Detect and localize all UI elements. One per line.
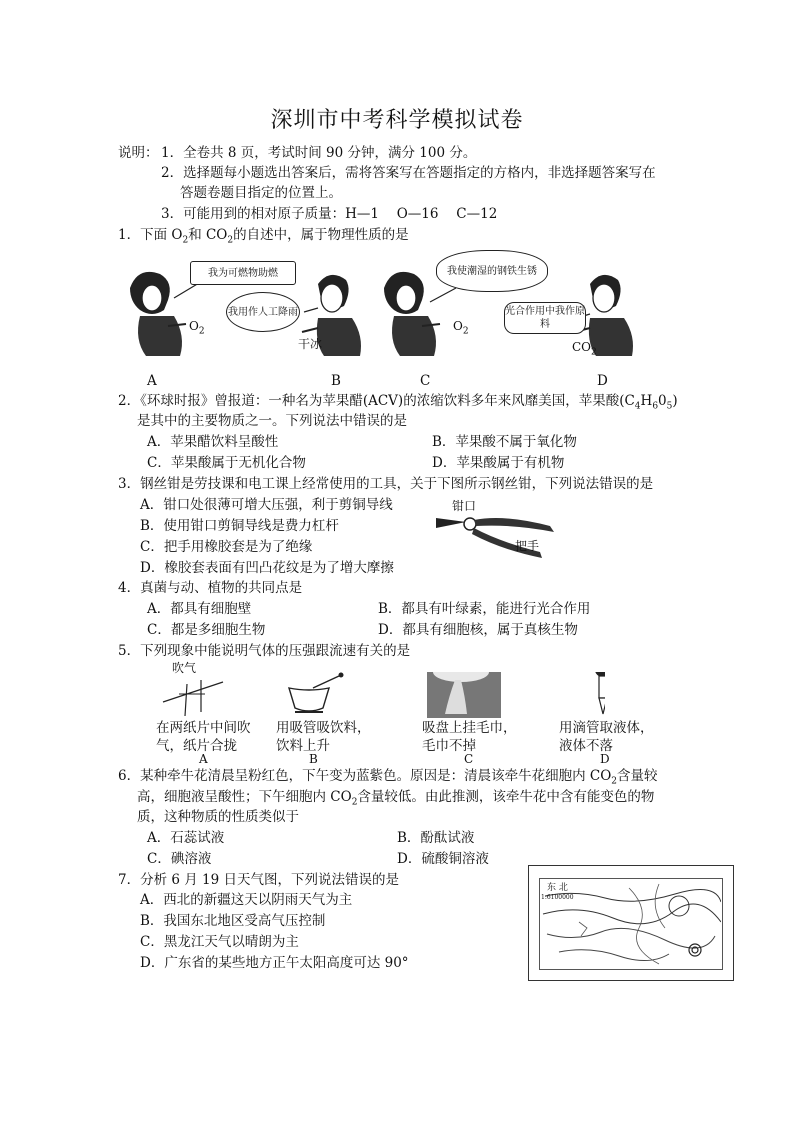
q2-stem-2: 是其中的主要物质之一。下列说法中错误的是 — [137, 413, 407, 429]
label-o2-a: $O_2$ — [189, 319, 205, 337]
label-co2: $CO_2$ — [572, 340, 597, 358]
q5-option-c: C — [464, 752, 474, 766]
label-handle: 把手 — [515, 539, 540, 553]
map-scale: 1:6100000 — [541, 894, 574, 901]
bubble-a: 我为可燃物助燃 — [190, 261, 296, 285]
suction-cup-figure — [427, 672, 501, 718]
q2-option-c: C．苹果酸属于无机化合物 — [147, 455, 306, 471]
q5-option-a: A — [199, 752, 208, 766]
q1-stem: 1．下面 $O_2$和 $CO_2$的自述中，属于物理性质的是 — [118, 227, 409, 246]
q2-option-b: B．苹果酸不属于氧化物 — [432, 434, 577, 450]
q1-option-a: A — [147, 373, 157, 389]
q7-option-a: A．西北的新疆这天以阴雨天气为主 — [140, 892, 353, 908]
girl-c-figure — [384, 272, 440, 356]
q6-stem-1: 6．某种牵牛花清晨呈粉红色，下午变为蓝紫色。原因是：清晨该牵牛花细胞内 $CO_2$含量较 — [118, 768, 658, 787]
q6-option-d: D．硫酸铜溶液 — [397, 851, 489, 867]
q3-stem: 3．钢丝钳是劳技课和电工课上经常使用的工具，关于下图所示钢丝钳，下列说法错误的是 — [118, 476, 654, 492]
weather-map-frame — [528, 865, 734, 981]
cup-straw-figure — [289, 673, 344, 713]
page-title: 深圳市中考科学模拟试卷 — [270, 108, 524, 133]
note-1: 1．全卷共 8 页，考试时间 90 分钟，满分 100 分。 — [161, 145, 477, 161]
note-2a: 2．选择题每小题选出答案后，需将答案写在答题指定的方格内，非选择题答案写在 — [161, 165, 656, 181]
q4-option-c: C．都是多细胞生物 — [147, 622, 266, 638]
notes-label: 说明： — [118, 145, 159, 161]
q2-option-a: A．苹果醋饮料呈酸性 — [147, 434, 279, 450]
q3-option-a: A．钳口处很薄可增大压强，利于剪铜导线 — [140, 497, 393, 513]
q5-b-line1: 用吸管吸饮料， — [276, 720, 371, 736]
q6-option-a: A．石蕊试液 — [147, 830, 225, 846]
q7-stem: 7．分析 6 月 19 日天气图，下列说法错误的是 — [118, 872, 400, 888]
q3-option-b: B．使用钳口剪铜导线是费力杠杆 — [140, 518, 339, 534]
label-o2-c: $O_2$ — [453, 319, 469, 337]
paper-strips-figure — [163, 680, 223, 716]
q6-stem-3: 质，这种物质的性质类似于 — [137, 809, 299, 825]
q1-option-d: D — [597, 373, 608, 389]
map-label: 东 北 — [547, 883, 568, 893]
q1-option-b: B — [331, 373, 341, 389]
q4-option-b: B．都具有叶绿素，能进行光合作用 — [378, 601, 591, 617]
q5-d-line1: 用滴管取液体， — [559, 720, 654, 736]
q2-stem-1: 2．《环球时报》曾报道：一种名为苹果醋(ACV)的浓缩饮料多年来风靡美国，苹果酸$(C_4H_60_5)$ — [118, 393, 678, 412]
label-blow: 吹气 — [172, 661, 197, 675]
note-3: 3．可能用到的相对原子质量：H—1 O—16 C—12 — [161, 206, 498, 222]
dropper-figure — [595, 672, 605, 714]
q3-option-c: C．把手用橡胶套是为了绝缘 — [140, 539, 313, 555]
q5-option-b: B — [309, 752, 318, 766]
bubble-d: 光合作用中我作原料 — [504, 302, 586, 334]
q5-illustrations — [155, 672, 605, 720]
q3-option-d: D．橡胶套表面有凹凸花纹是为了增大摩擦 — [140, 560, 394, 576]
q4-stem: 4．真菌与动、植物的共同点是 — [118, 580, 303, 596]
q7-option-b: B．我国东北地区受高气压控制 — [140, 913, 326, 929]
q5-b-line2: 饮料上升 — [276, 738, 330, 754]
q4-option-d: D．都具有细胞核，属于真核生物 — [378, 622, 578, 638]
bubble-b: 我用作人工降雨 — [226, 292, 300, 332]
note-2b: 答题卷题目指定的位置上。 — [180, 185, 342, 201]
q6-option-b: B．酚酞试液 — [397, 830, 475, 846]
bubble-c: 我使潮湿的钢铁生锈 — [436, 250, 548, 292]
q5-a-line2: 气，纸片合拢 — [156, 738, 237, 754]
q4-option-a: A．都具有细胞壁 — [147, 601, 252, 617]
girl-a-figure — [130, 272, 186, 356]
q5-d-line2: 液体不落 — [559, 738, 613, 754]
q5-stem: 5．下列现象中能说明气体的压强跟流速有关的是 — [118, 643, 411, 659]
q5-a-line1: 在两纸片中间吹 — [156, 720, 251, 736]
q6-option-c: C．碘溶液 — [147, 851, 212, 867]
q7-option-c: C．黑龙江天气以晴朗为主 — [140, 934, 299, 950]
label-dry-ice: 干冰 — [298, 337, 323, 351]
q6-stem-2: 高，细胞液呈酸性；下午细胞内 $CO_2$含量较低。由此推测，该牵牛花中含有能变色的物 — [137, 789, 655, 808]
label-jaw: 钳口 — [452, 499, 477, 513]
q5-c-line2: 毛巾不掉 — [422, 738, 476, 754]
q7-option-d: D．广东省的某些地方正午太阳高度可达 90° — [140, 955, 409, 971]
q5-option-d: D — [600, 752, 610, 766]
q2-option-d: D．苹果酸属于有机物 — [432, 455, 565, 471]
q1-option-c: C — [420, 373, 431, 389]
q5-c-line1: 吸盘上挂毛巾， — [422, 720, 517, 736]
